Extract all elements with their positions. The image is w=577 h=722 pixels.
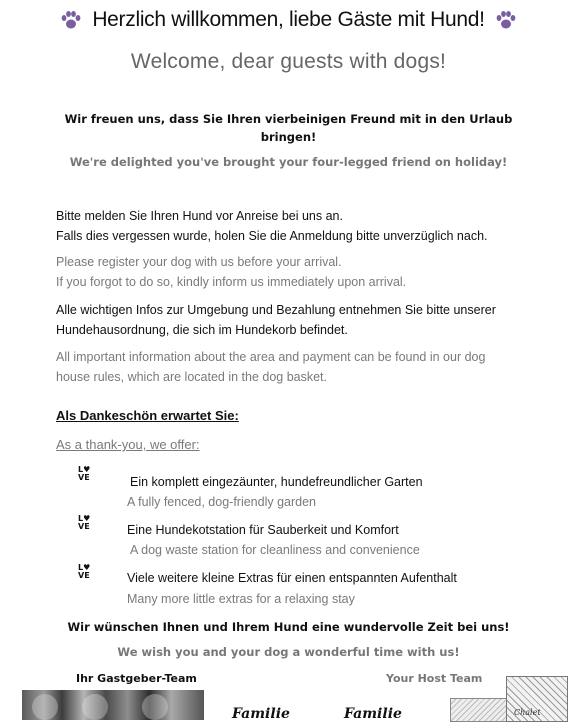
title-row	[0, 8, 577, 32]
offer-item-de: Viele weitere kleine Extras für einen entspannten Aufenthalt	[127, 571, 457, 585]
info-en: All important information about the area and payment can be found in our dog house rules, which are located in the dog basket.	[56, 350, 486, 384]
love-paw-icon: L♥ VE	[78, 563, 91, 580]
register-en-line1: Please register your dog with us before your arrival.	[56, 255, 342, 269]
host-team-en: Your Host Team	[386, 672, 483, 685]
register-de	[56, 206, 526, 246]
host-team-de: Ihr Gastgeber-Team	[76, 672, 197, 685]
intro-de: Wir freuen uns, dass Sie Ihren vierbeinigen Freund mit in den Urlaub bringen!	[64, 112, 513, 144]
closing-en: We wish you and your dog a wonderful time with us!	[117, 645, 460, 659]
paw-print-icon	[495, 10, 517, 30]
offer-item-en: A dog waste station for cleanliness and convenience	[130, 543, 420, 557]
paw-print-icon	[60, 10, 82, 30]
love-paw-icon: L♥ VE	[78, 514, 91, 531]
register-de-line2: Falls dies vergessen wurde, holen Sie die Anmeldung bitte unverzüglich nach.	[56, 229, 488, 243]
thanks-heading-en: As a thank-you, we offer:	[56, 437, 200, 452]
thanks-heading-de: Als Dankeschön erwartet Sie:	[56, 408, 239, 423]
signature-family: Familie	[344, 706, 402, 722]
offer-item-de: Eine Hundekotstation für Sauberkeit und Komfort	[127, 523, 399, 537]
register-en	[56, 252, 526, 292]
closing-de: Wir wünschen Ihnen und Ihrem Hund eine wundervolle Zeit bei uns!	[67, 620, 510, 634]
page-title: Herzlich willkommen, liebe Gäste mit Hund!	[92, 8, 485, 31]
dogs-photo	[22, 690, 204, 720]
signature-family: Familie	[232, 706, 290, 722]
offer-item-en: Many more little extras for a relaxing stay	[127, 592, 355, 606]
intro-en: We're delighted you've brought your four-legged friend on holiday!	[69, 155, 508, 169]
offer-item-en: A fully fenced, dog-friendly garden	[127, 495, 317, 509]
register-de-line1: Bitte melden Sie Ihren Hund vor Anreise bei uns an.	[56, 209, 343, 223]
offer-item-de: Ein komplett eingezäunter, hundefreundlicher Garten	[130, 475, 423, 489]
house-sketch-image	[450, 698, 508, 722]
register-en-line2: If you forgot to do so, kindly inform us immediately upon arrival.	[56, 275, 407, 289]
page-subtitle: Welcome, dear guests with dogs!	[130, 50, 447, 73]
chalet-sketch-label: Chalet	[514, 708, 541, 717]
info-de: Alle wichtigen Infos zur Umgebung und Bezahlung entnehmen Sie bitte unserer Hundehausordnung, die sich im Hundekorb befindet.	[56, 303, 496, 337]
love-paw-icon: L♥ VE	[78, 465, 91, 482]
